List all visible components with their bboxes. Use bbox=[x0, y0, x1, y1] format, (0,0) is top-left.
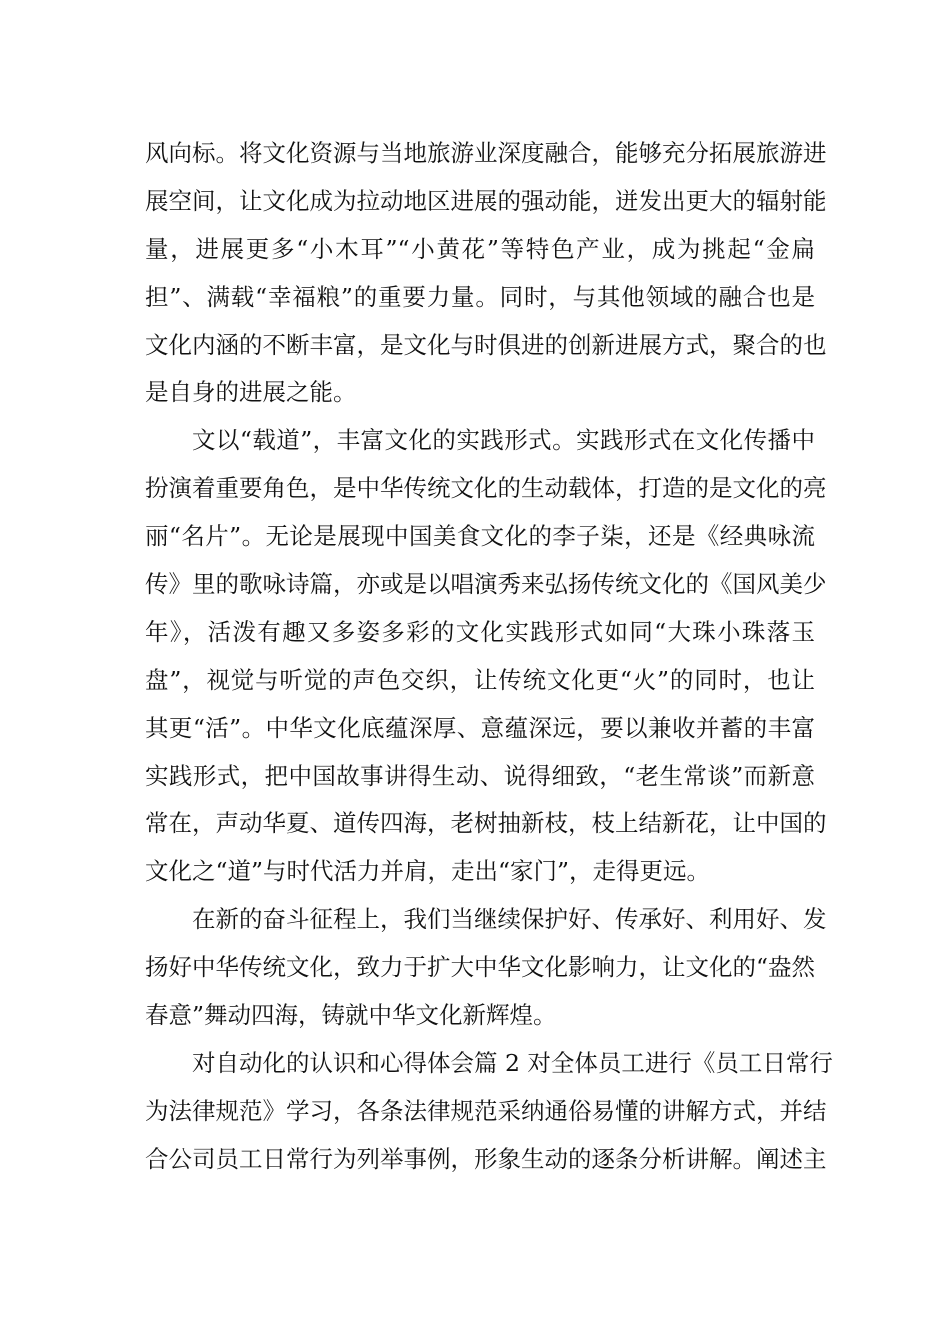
body-text bbox=[145, 130, 833, 1184]
text-line: 是自身的进展之能。 bbox=[145, 378, 357, 407]
text-line: 量，进展更多“小木耳”“小黄花”等特色产业，成为挑起“金扁 bbox=[145, 234, 815, 263]
text-line: 扬好中华传统文化，致力于扩大中华文化影响力，让文化的“盎然 bbox=[145, 953, 816, 982]
text-line: 传》里的歌咏诗篇，亦或是以唱演秀来弘扬传统文化的《国风美少 bbox=[145, 570, 827, 599]
text-line: 实践形式，把中国故事讲得生动、说得细致，“老生常谈”而新意 bbox=[145, 761, 815, 790]
text-line: 风向标。将文化资源与当地旅游业深度融合，能够充分拓展旅游进 bbox=[145, 139, 827, 167]
text-line: 扮演着重要角色，是中华传统文化的生动载体，打造的是文化的亮 bbox=[145, 474, 827, 503]
text-line: 春意”舞动四海，铸就中华文化新辉煌。 bbox=[145, 1001, 557, 1030]
text-line: 合公司员工日常行为列举事例，形象生动的逐条分析讲解。阐述主 bbox=[145, 1144, 827, 1173]
text-line: 担”、满载“幸福粮”的重要力量。同时，与其他领域的融合也是 bbox=[145, 282, 815, 311]
text-line: 其更“活”。中华文化底蕴深厚、意蕴深远，要以兼收并蓄的丰富 bbox=[145, 713, 815, 742]
paragraph-first-line: 文以“载道”，丰富文化的实践形式。实践形式在文化传播中 bbox=[192, 426, 815, 455]
text-line: 年》，活泼有趣又多姿多彩的文化实践形式如同“大珠小珠落玉 bbox=[145, 617, 815, 646]
text-line: 文化内涵的不断丰富，是文化与时俱进的创新进展方式，聚合的也 bbox=[145, 330, 827, 359]
paragraph-first-line: 在新的奋斗征程上，我们当继续保护好、传承好、利用好、发 bbox=[192, 905, 827, 934]
text-line: 文化之“道”与时代活力并肩，走出“家门”，走得更远。 bbox=[145, 857, 711, 886]
text-line: 丽“名片”。无论是展现中国美食文化的李子柒，还是《经典咏流 bbox=[145, 522, 815, 551]
text-line: 为法律规范》学习，各条法律规范采纳通俗易懂的讲解方式，并结 bbox=[145, 1096, 827, 1125]
text-line: 常在，声动华夏、道传四海，老树抽新枝，枝上结新花，让中国的 bbox=[145, 809, 827, 838]
paragraph-first-line: 对自动化的认识和心得体会篇 2 对全体员工进行《员工日常行 bbox=[192, 1048, 833, 1077]
text-line: 盘”，视觉与听觉的声色交织，让传统文化更“火”的同时，也让 bbox=[145, 665, 815, 694]
text-line: 展空间，让文化成为拉动地区进展的强动能，迸发出更大的辐射能 bbox=[145, 186, 827, 215]
